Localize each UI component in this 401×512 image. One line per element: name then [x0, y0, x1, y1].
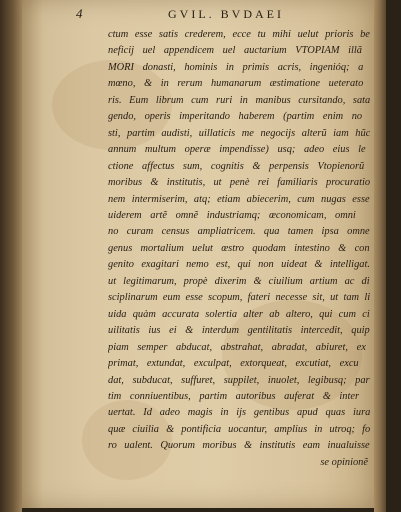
- text-line: ut legitimarum, propè dixerim & ciuilium artium ac di: [108, 275, 370, 287]
- text-line: mœno, & in rerum humanarum æstimatione ueterato: [108, 78, 364, 90]
- text-line: piam semper abducat, abstrahat, abradat, abiuret, ex: [108, 341, 366, 353]
- text-line: sti, partim audisti, uillaticis me negocijs alterũ iam hũc: [108, 127, 370, 139]
- text-line: genito exagitari nemo est, qui non uideat & intelligat.: [108, 259, 370, 271]
- text-line: ctum esse satis crederem, ecce tu mihi uelut prioris be: [108, 29, 370, 40]
- text-line: ris. Eum librum cum ruri in manibus cursitando, sata: [108, 94, 370, 106]
- text-line: uida quàm accurata solertia alter ab altero, qui cum ci: [108, 308, 370, 320]
- text-line: genus mortalium uelut œstro quodam intestino & con: [108, 242, 370, 254]
- text-line: MORI donasti, hominis in primis acris, ingenióq; a: [108, 61, 364, 73]
- text-line: uiderem artẽ omnẽ industriamq; œconomicam, omni: [108, 209, 356, 221]
- page-header: [76, 6, 376, 26]
- text-line: moribus & institutis, ut penè rei familiaris procuratio: [108, 177, 370, 189]
- folio-number: 4: [76, 6, 83, 21]
- text-line: nem intermiserim, atq; etiam abiecerim, cum nugas esse: [108, 193, 370, 205]
- text-line: uilitatis ius ei & interdum gentilitatis intercedit, quip: [108, 325, 370, 337]
- text-line: gendo, operis imperitando haberem (partim enim no: [108, 111, 363, 123]
- text-line: dat, subducat, suffuret, suppilet, inuolet, legibusq; par: [108, 374, 370, 386]
- text-line: annum multum operæ impendisse) usq; adeo eius le: [108, 144, 366, 156]
- text-line: uertat. Id adeo magis in ijs gentibus apud quas iura: [108, 407, 370, 419]
- text-line-catchword: se opinionẽ: [320, 456, 368, 468]
- body-text: [108, 27, 370, 471]
- text-line: no curam census ampliatricem. qua tamen ipsa omne: [108, 226, 370, 238]
- text-line: tim conniuentibus, partim autoribus auferat & inter: [108, 390, 360, 402]
- binding-gutter: [0, 0, 22, 512]
- text-line: ro ualent. Quorum moribus & institutis eam inualuisse: [108, 440, 370, 452]
- running-head: GVIL. BVDAEI: [168, 7, 284, 21]
- text-line: quæ ciuilia & pontificia uocantur, amplius in utroq; fo: [108, 423, 370, 435]
- text-line: primat, extundat, exculpat, extorqueat, excutiat, excu: [108, 358, 359, 370]
- page-fore-edge: [374, 0, 386, 512]
- text-line: sciplinarum eum esse scopum, fateri necesse sit, ut tam li: [108, 292, 370, 304]
- text-line: ctione affectus sum, cognitis & perpensis Vtopienorũ: [108, 160, 365, 172]
- text-line: neficij uel appendicem uel auctarium VTOPIAM illã: [108, 45, 362, 57]
